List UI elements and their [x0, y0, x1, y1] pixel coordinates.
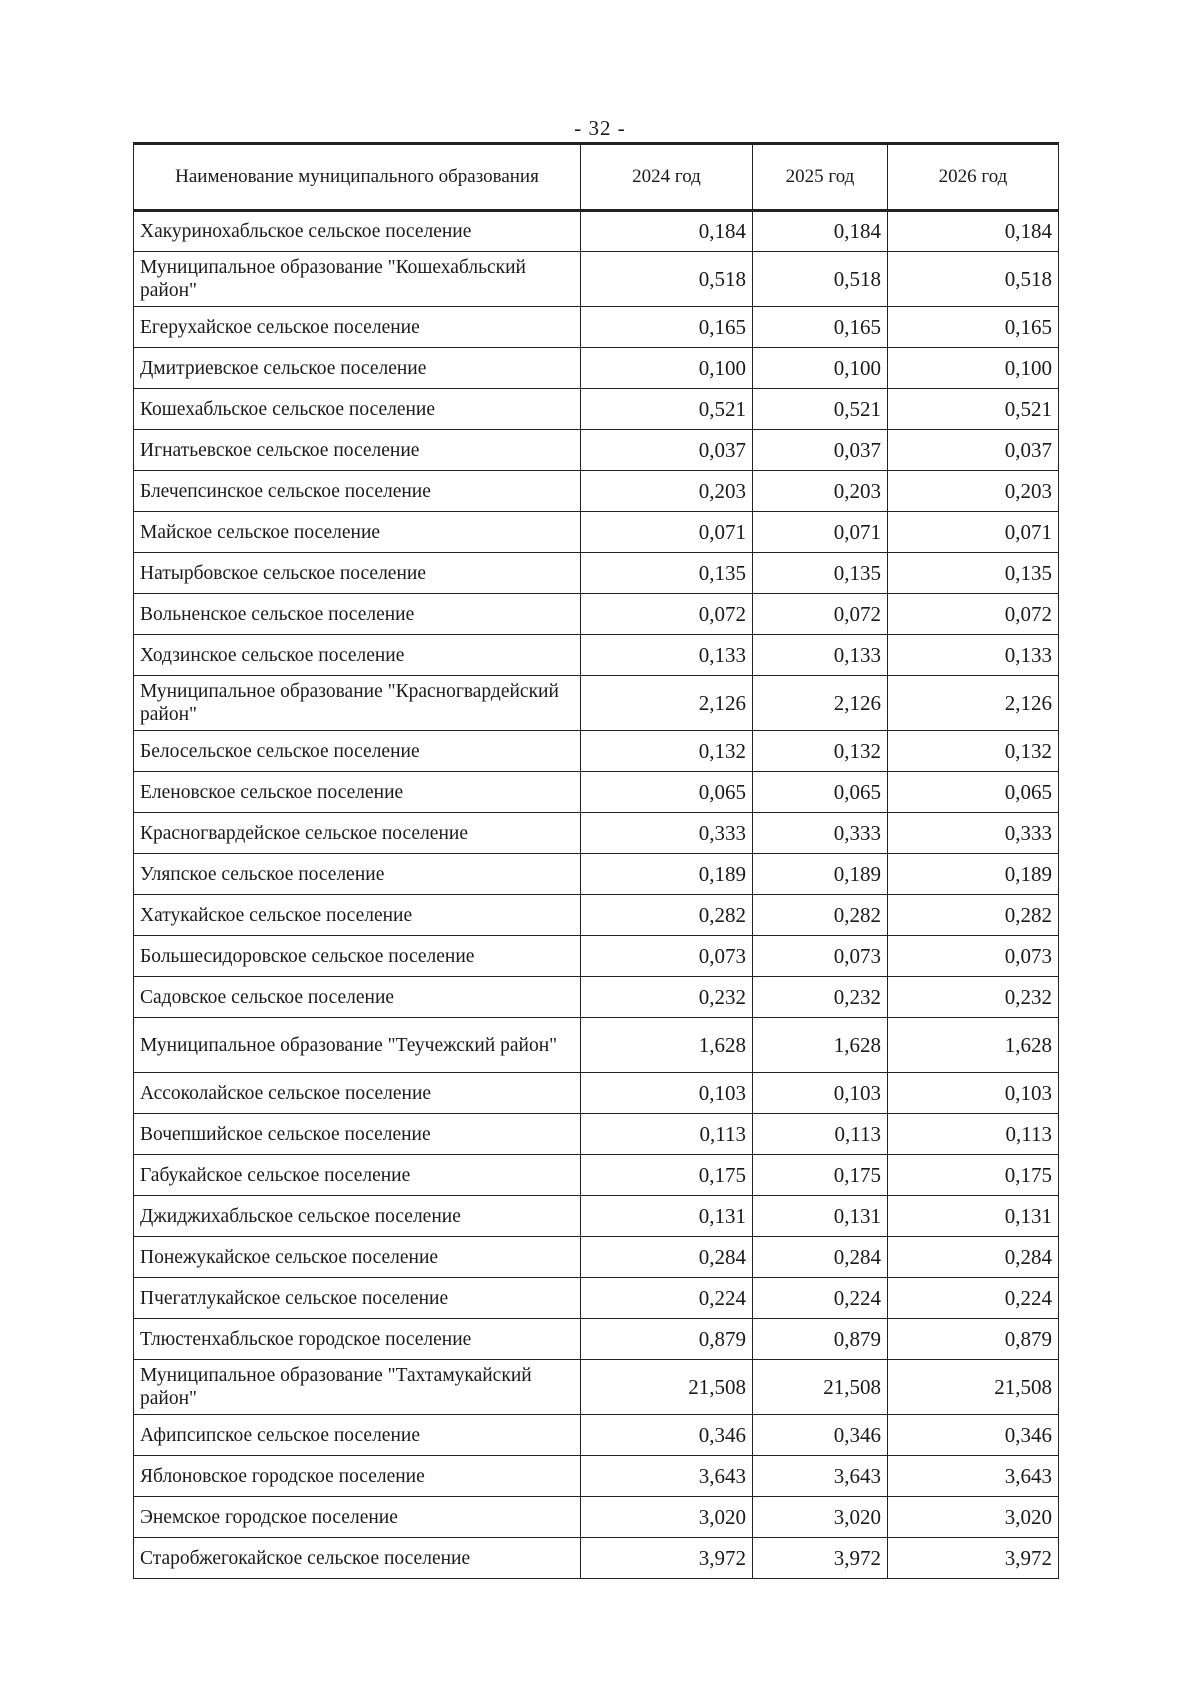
table-row — [134, 1360, 1059, 1415]
table-row — [134, 594, 1059, 635]
municipality-name-cell: Еленовское сельское поселение — [134, 772, 581, 813]
value-2024-cell: 0,521 — [581, 389, 753, 430]
value-2024-cell: 0,282 — [581, 895, 753, 936]
value-2026-cell: 0,346 — [888, 1415, 1059, 1456]
value-2025-cell: 0,333 — [753, 813, 888, 854]
value-2026-cell: 0,103 — [888, 1073, 1059, 1114]
municipality-name-cell: Блечепсинское сельское поселение — [134, 471, 581, 512]
value-2025-cell: 0,113 — [753, 1114, 888, 1155]
value-2026-cell: 0,333 — [888, 813, 1059, 854]
value-2024-cell: 0,879 — [581, 1319, 753, 1360]
municipality-name-cell: Садовское сельское поселение — [134, 977, 581, 1018]
value-2026-cell: 3,972 — [888, 1538, 1059, 1579]
municipality-name-cell: Хатукайское сельское поселение — [134, 895, 581, 936]
value-2026-cell: 0,184 — [888, 211, 1059, 252]
value-2026-cell: 3,643 — [888, 1456, 1059, 1497]
value-2026-cell: 2,126 — [888, 676, 1059, 731]
value-2025-cell: 0,131 — [753, 1196, 888, 1237]
table-row — [134, 1456, 1059, 1497]
municipality-name-cell: Ходзинское сельское поселение — [134, 635, 581, 676]
municipality-name-cell: Тлюстенхабльское городское поселение — [134, 1319, 581, 1360]
value-2024-cell: 0,165 — [581, 307, 753, 348]
table-row — [134, 1155, 1059, 1196]
value-2026-cell: 0,037 — [888, 430, 1059, 471]
value-2025-cell: 0,175 — [753, 1155, 888, 1196]
municipality-name-cell: Муниципальное образование "Красногвардейский район" — [134, 676, 581, 731]
value-2024-cell: 3,972 — [581, 1538, 753, 1579]
table-row — [134, 895, 1059, 936]
value-2025-cell: 2,126 — [753, 676, 888, 731]
value-2025-cell: 0,103 — [753, 1073, 888, 1114]
value-2026-cell: 0,284 — [888, 1237, 1059, 1278]
municipality-name-cell: Красногвардейское сельское поселение — [134, 813, 581, 854]
value-2025-cell: 0,282 — [753, 895, 888, 936]
value-2024-cell: 0,037 — [581, 430, 753, 471]
value-2025-cell: 0,184 — [753, 211, 888, 252]
value-2025-cell: 0,203 — [753, 471, 888, 512]
value-2025-cell: 3,643 — [753, 1456, 888, 1497]
value-2025-cell: 0,133 — [753, 635, 888, 676]
value-2024-cell: 0,203 — [581, 471, 753, 512]
value-2026-cell: 0,135 — [888, 553, 1059, 594]
value-2024-cell: 0,133 — [581, 635, 753, 676]
page-number: - 32 - — [574, 116, 626, 140]
value-2024-cell: 0,135 — [581, 553, 753, 594]
value-2025-cell: 0,132 — [753, 731, 888, 772]
municipality-name-cell: Ассоколайское сельское поселение — [134, 1073, 581, 1114]
value-2026-cell: 3,020 — [888, 1497, 1059, 1538]
value-2026-cell: 0,282 — [888, 895, 1059, 936]
table-row — [134, 512, 1059, 553]
value-2025-cell: 0,073 — [753, 936, 888, 977]
value-2024-cell: 0,346 — [581, 1415, 753, 1456]
table-row — [134, 1319, 1059, 1360]
value-2025-cell: 0,189 — [753, 854, 888, 895]
municipality-name-cell: Дмитриевское сельское поселение — [134, 348, 581, 389]
municipality-name-cell: Старобжегокайское сельское поселение — [134, 1538, 581, 1579]
value-2025-cell: 0,879 — [753, 1319, 888, 1360]
value-2025-cell: 0,072 — [753, 594, 888, 635]
table-row — [134, 977, 1059, 1018]
municipality-name-cell: Белосельское сельское поселение — [134, 731, 581, 772]
value-2026-cell: 0,879 — [888, 1319, 1059, 1360]
value-2024-cell: 3,020 — [581, 1497, 753, 1538]
municipality-name-cell: Вочепшийское сельское поселение — [134, 1114, 581, 1155]
value-2026-cell: 0,072 — [888, 594, 1059, 635]
budget-table — [133, 142, 1059, 1579]
value-2024-cell: 0,184 — [581, 211, 753, 252]
table-body — [134, 211, 1059, 1579]
value-2025-cell: 3,972 — [753, 1538, 888, 1579]
header-2026: 2026 год — [888, 144, 1059, 211]
municipality-name-cell: Афипсипское сельское поселение — [134, 1415, 581, 1456]
value-2024-cell: 0,072 — [581, 594, 753, 635]
value-2024-cell: 0,132 — [581, 731, 753, 772]
header-2025: 2025 год — [753, 144, 888, 211]
municipality-name-cell: Егерухайское сельское поселение — [134, 307, 581, 348]
municipality-name-cell: Джиджихабльское сельское поселение — [134, 1196, 581, 1237]
table-row — [134, 471, 1059, 512]
value-2024-cell: 0,103 — [581, 1073, 753, 1114]
value-2026-cell: 0,175 — [888, 1155, 1059, 1196]
table-row — [134, 813, 1059, 854]
value-2025-cell: 0,100 — [753, 348, 888, 389]
municipality-name-cell: Большесидоровское сельское поселение — [134, 936, 581, 977]
municipality-name-cell: Хакуринохабльское сельское поселение — [134, 211, 581, 252]
municipality-name-cell: Пчегатлукайское сельское поселение — [134, 1278, 581, 1319]
value-2024-cell: 0,284 — [581, 1237, 753, 1278]
table-row — [134, 731, 1059, 772]
value-2024-cell: 1,628 — [581, 1018, 753, 1073]
value-2026-cell: 0,224 — [888, 1278, 1059, 1319]
table-row — [134, 1497, 1059, 1538]
header-2024: 2024 год — [581, 144, 753, 211]
value-2024-cell: 0,131 — [581, 1196, 753, 1237]
value-2024-cell: 0,113 — [581, 1114, 753, 1155]
table-row — [134, 854, 1059, 895]
value-2024-cell: 0,189 — [581, 854, 753, 895]
table-row — [134, 676, 1059, 731]
value-2024-cell: 0,175 — [581, 1155, 753, 1196]
municipality-name-cell: Понежукайское сельское поселение — [134, 1237, 581, 1278]
table-row — [134, 635, 1059, 676]
municipality-name-cell: Габукайское сельское поселение — [134, 1155, 581, 1196]
value-2025-cell: 0,521 — [753, 389, 888, 430]
table-row — [134, 1538, 1059, 1579]
value-2026-cell: 0,232 — [888, 977, 1059, 1018]
value-2024-cell: 0,224 — [581, 1278, 753, 1319]
value-2026-cell: 0,518 — [888, 252, 1059, 307]
table-row — [134, 553, 1059, 594]
value-2025-cell: 0,284 — [753, 1237, 888, 1278]
municipality-name-cell: Муниципальное образование "Кошехабльский район" — [134, 252, 581, 307]
header-municipality: Наименование муниципального образования — [134, 144, 581, 211]
value-2024-cell: 0,333 — [581, 813, 753, 854]
value-2025-cell: 0,165 — [753, 307, 888, 348]
value-2026-cell: 0,521 — [888, 389, 1059, 430]
value-2024-cell: 0,518 — [581, 252, 753, 307]
value-2025-cell: 0,346 — [753, 1415, 888, 1456]
table-row — [134, 1196, 1059, 1237]
value-2025-cell: 0,135 — [753, 553, 888, 594]
value-2024-cell: 0,065 — [581, 772, 753, 813]
value-2026-cell: 0,131 — [888, 1196, 1059, 1237]
value-2026-cell: 0,132 — [888, 731, 1059, 772]
value-2026-cell: 0,203 — [888, 471, 1059, 512]
value-2026-cell: 0,113 — [888, 1114, 1059, 1155]
value-2026-cell: 0,165 — [888, 307, 1059, 348]
municipality-name-cell: Натырбовское сельское поселение — [134, 553, 581, 594]
value-2026-cell: 21,508 — [888, 1360, 1059, 1415]
municipality-name-cell: Энемское городское поселение — [134, 1497, 581, 1538]
value-2026-cell: 0,100 — [888, 348, 1059, 389]
value-2025-cell: 0,224 — [753, 1278, 888, 1319]
value-2025-cell: 0,518 — [753, 252, 888, 307]
value-2024-cell: 21,508 — [581, 1360, 753, 1415]
municipality-name-cell: Яблоновское городское поселение — [134, 1456, 581, 1497]
table-row — [134, 936, 1059, 977]
table-row — [134, 211, 1059, 252]
value-2024-cell: 0,100 — [581, 348, 753, 389]
table-row — [134, 1278, 1059, 1319]
municipality-name-cell: Вольненское сельское поселение — [134, 594, 581, 635]
value-2026-cell: 1,628 — [888, 1018, 1059, 1073]
value-2024-cell: 3,643 — [581, 1456, 753, 1497]
table-row — [134, 1018, 1059, 1073]
table-row — [134, 348, 1059, 389]
value-2026-cell: 0,189 — [888, 854, 1059, 895]
municipality-name-cell: Муниципальное образование "Тахтамукайский район" — [134, 1360, 581, 1415]
value-2026-cell: 0,071 — [888, 512, 1059, 553]
value-2024-cell: 0,232 — [581, 977, 753, 1018]
table-row — [134, 1114, 1059, 1155]
value-2025-cell: 1,628 — [753, 1018, 888, 1073]
value-2024-cell: 0,073 — [581, 936, 753, 977]
value-2025-cell: 0,037 — [753, 430, 888, 471]
value-2026-cell: 0,133 — [888, 635, 1059, 676]
value-2025-cell: 0,065 — [753, 772, 888, 813]
municipality-name-cell: Игнатьевское сельское поселение — [134, 430, 581, 471]
value-2025-cell: 0,071 — [753, 512, 888, 553]
table-row — [134, 307, 1059, 348]
table-row — [134, 772, 1059, 813]
value-2025-cell: 3,020 — [753, 1497, 888, 1538]
municipality-name-cell: Майское сельское поселение — [134, 512, 581, 553]
table-row — [134, 389, 1059, 430]
table-row — [134, 1237, 1059, 1278]
municipality-name-cell: Кошехабльское сельское поселение — [134, 389, 581, 430]
table-row — [134, 1415, 1059, 1456]
table-row — [134, 430, 1059, 471]
municipality-name-cell: Муниципальное образование "Теучежский район" — [134, 1018, 581, 1073]
value-2026-cell: 0,065 — [888, 772, 1059, 813]
value-2026-cell: 0,073 — [888, 936, 1059, 977]
value-2024-cell: 0,071 — [581, 512, 753, 553]
value-2025-cell: 21,508 — [753, 1360, 888, 1415]
table-row — [134, 252, 1059, 307]
value-2024-cell: 2,126 — [581, 676, 753, 731]
table-row — [134, 1073, 1059, 1114]
value-2025-cell: 0,232 — [753, 977, 888, 1018]
table-header-row — [134, 144, 1059, 211]
municipality-name-cell: Уляпское сельское поселение — [134, 854, 581, 895]
